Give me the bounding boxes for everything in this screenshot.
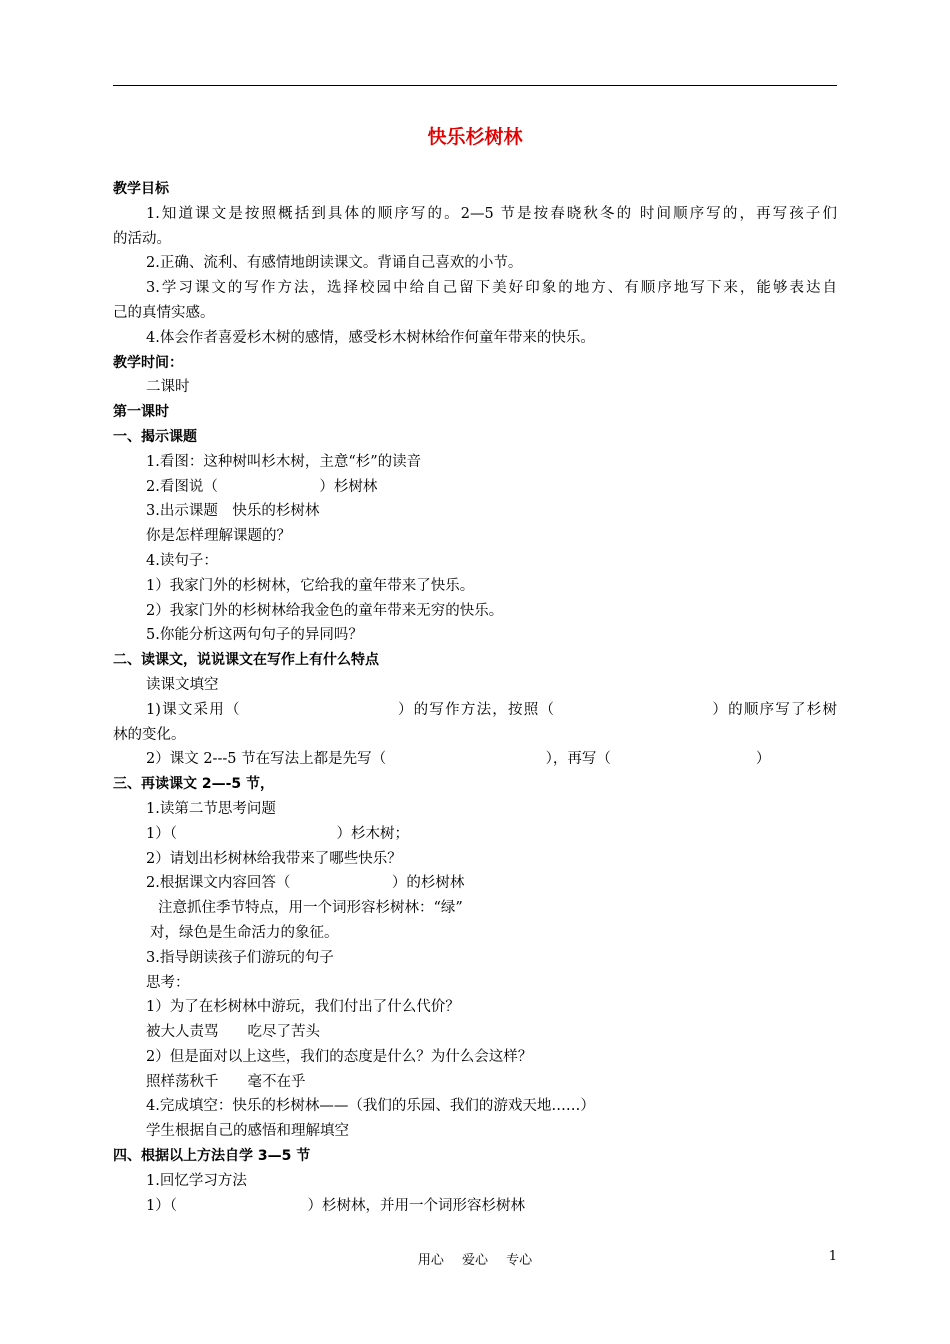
section-heading: 二、读课文，说说课文在写作上有什么特点: [113, 652, 379, 669]
text-line: 3.学习课文的写作方法，选择校园中给自己留下美好印象的地方、有顺序地写下来，能够表达自: [146, 280, 837, 297]
text-line: 对，绿色是生命活力的象征。: [150, 924, 339, 941]
header-rule: [113, 85, 837, 86]
text-line: 2）但是面对以上这些，我们的态度是什么？为什么会这样？: [146, 1048, 533, 1065]
text-line: 1）（ ）杉树林，并用一个词形容杉树林: [146, 1197, 525, 1214]
footer-slogan: 用心 爱心 专心: [417, 1253, 533, 1268]
document-body: [113, 177, 837, 1218]
section-heading: 一、揭示课题: [113, 428, 197, 445]
text-line: 1)课文采用（ ）的写作方法，按照（ ）的顺序写了杉树: [146, 701, 837, 718]
text-line: 你是怎样理解课题的？: [146, 528, 291, 545]
section-heading: 三、再读课文 2—-5 节，: [113, 776, 275, 793]
text-line: 2.根据课文内容回答（ ）的杉树林: [146, 875, 465, 892]
section-heading: 教学目标: [113, 181, 169, 197]
text-line: 4.完成填空：快乐的杉树林——（我们的乐园、我们的游戏天地……）: [146, 1098, 595, 1115]
text-line: 1）为了在杉树林中游玩，我们付出了什么代价？: [146, 999, 460, 1016]
text-line: 己的真情实感。: [113, 304, 215, 321]
text-line: 1.知道课文是按照概括到具体的顺序写的。2—5 节是按春晓秋冬的 时间顺序写的，再写孩子们: [146, 205, 837, 222]
text-line: 3.出示课题 快乐的杉树林: [146, 503, 320, 520]
document-title: 快乐杉树林: [427, 126, 523, 148]
text-line: 思考：: [146, 974, 190, 991]
text-line: 2）请划出杉树林给我带来了哪些快乐？: [146, 850, 402, 867]
text-line: 照样荡秋千 毫不在乎: [146, 1073, 306, 1090]
text-line: 3.指导朗读孩子们游玩的句子: [146, 949, 334, 966]
text-line: 2）课文 2---5 节在写法上都是先写（ ），再写（ ）: [146, 751, 771, 768]
text-line: 4.读句子：: [146, 552, 218, 569]
section-heading: 四、根据以上方法自学 3—5 节: [113, 1148, 311, 1165]
text-line: 的活动。: [113, 230, 171, 247]
text-line: 4.体会作者喜爱杉木树的感情，感受杉木树林给作何童年带来的快乐。: [146, 329, 595, 346]
text-line: 学生根据自己的感悟和理解填空: [146, 1123, 349, 1140]
text-line: 5.你能分析这两句句子的异同吗？: [146, 627, 363, 644]
section-heading: 第一课时: [113, 404, 169, 421]
text-line: 被大人责骂 吃尽了苦头: [146, 1024, 320, 1041]
text-line: 1.回忆学习方法: [146, 1172, 247, 1189]
text-line: 2.看图说（ ）杉树林: [146, 478, 378, 495]
text-line: 二课时: [146, 379, 190, 396]
text-line: 1）（ ）杉木树；: [146, 825, 409, 842]
text-line: 读课文填空: [146, 676, 219, 693]
text-line: 林的变化。: [113, 726, 186, 743]
page-number: 1: [828, 1249, 837, 1264]
section-heading: 教学时间：: [113, 354, 183, 371]
text-line: 1）我家门外的杉树林，它给我的童年带来了快乐。: [146, 577, 475, 594]
text-line: 1.看图：这种树叫杉木树，主意“杉”的读音: [146, 453, 422, 470]
text-line: 2）我家门外的杉树林给我金色的童年带来无穷的快乐。: [146, 602, 504, 619]
text-line: 2.正确、流利、有感情地朗读课文。背诵自己喜欢的小节。: [146, 255, 523, 272]
text-line: 1.读第二节思考问题: [146, 800, 276, 817]
text-line: 注意抓住季节特点，用一个词形容杉树林：“绿”: [158, 900, 463, 917]
